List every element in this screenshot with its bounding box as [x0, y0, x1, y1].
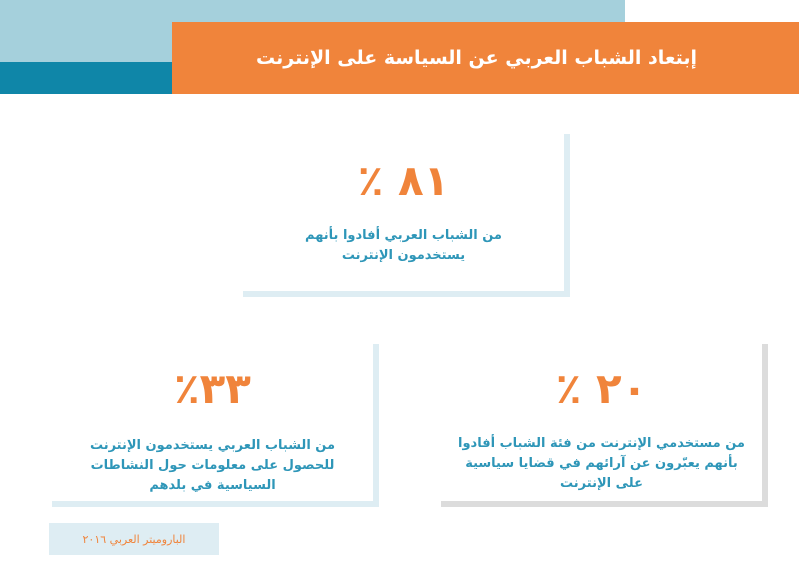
stat-value: ٢٠ ٪: [555, 364, 648, 413]
title-bar: [172, 22, 799, 94]
source-label: [49, 523, 219, 555]
page-title: إبتعاد الشباب العربي عن السياسة على الإنترنت: [256, 47, 697, 69]
header-band-dark: [0, 62, 172, 94]
stat-card-internet-users: [243, 134, 570, 297]
stat-description: من الشباب العربي يستخدمون الإنترنت للحصول على معلومات حول النشاطات السياسية في بلدهم: [89, 438, 336, 493]
stat-value: ٣٣٪: [174, 364, 251, 413]
stat-card-political-opinions: [441, 344, 768, 507]
stat-description: من مستخدمي الإنترنت من فئة الشباب أفادوا بأنهم يعبّرون عن آرائهم في قضايا سياسية على الإنترنت: [458, 436, 745, 491]
stat-card-political-info: [52, 344, 379, 507]
source-text: الباروميتر العربي ٢٠١٦: [82, 532, 186, 546]
stat-description: من الشباب العربي أفادوا بأنهم يستخدمون الإنترنت: [305, 228, 502, 263]
stat-value: ٨١ ٪: [357, 156, 450, 205]
